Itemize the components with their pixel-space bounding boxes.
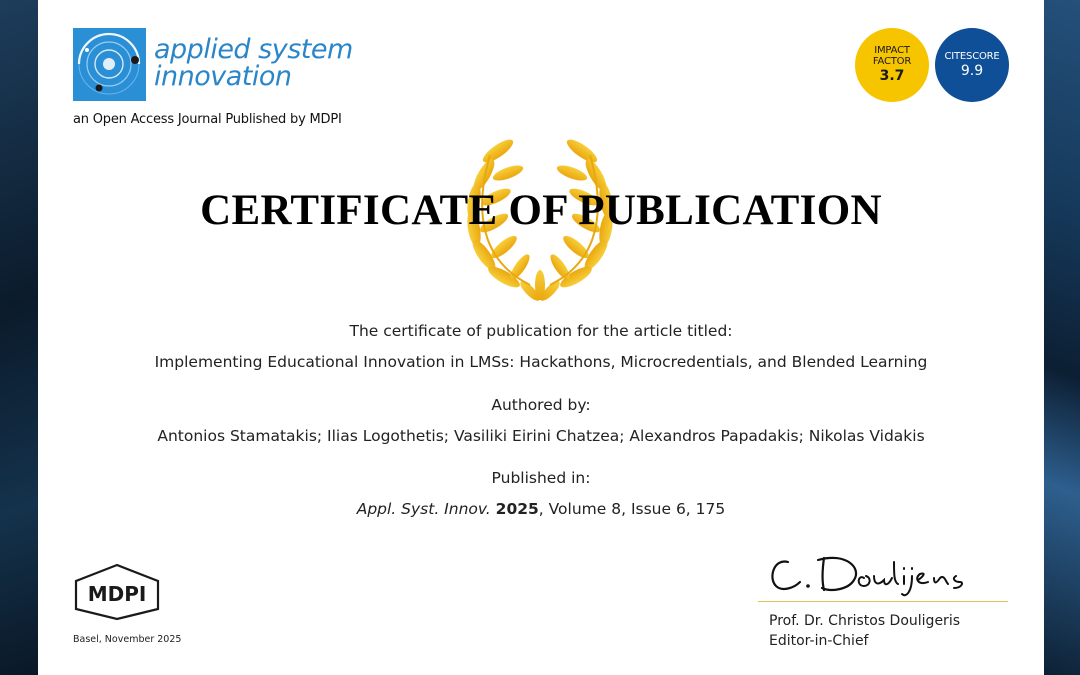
authors-list: Antonios Stamatakis; Ilias Logothetis; Vasiliki Eirini Chatzea; Alexandros Papadakis; Nikolas Vidakis [157, 427, 925, 445]
published-label: Published in: [491, 469, 591, 487]
editor-role: Editor-in-Chief [769, 633, 869, 649]
impact-factor-label-line1: IMPACT [874, 45, 910, 56]
citation-details: , Volume 8, Issue 6, 175 [538, 500, 726, 518]
certificate-intro: The certificate of publication for the article titled: [349, 322, 733, 340]
citescore-badge [935, 28, 1009, 102]
impact-factor-value: 3.7 [879, 68, 905, 84]
article-title: Implementing Educational Innovation in LMSs: Hackathons, Microcredentials, and Blended Learning [154, 353, 928, 371]
citescore-label: CITESCORE [944, 50, 1000, 62]
citation-year: 2025 [495, 500, 539, 518]
place-date: Basel, November 2025 [73, 634, 182, 645]
certificate-page [38, 0, 1044, 675]
citation [38, 500, 1044, 518]
signature-line [758, 601, 1008, 602]
journal-name-line1: applied system [154, 34, 353, 65]
certificate-title: CERTIFICATE OF PUBLICATION [200, 187, 882, 234]
journal-tagline: an Open Access Journal Published by MDPI [73, 112, 342, 127]
impact-factor-label-line2: FACTOR [872, 56, 912, 67]
orbit-icon [73, 28, 146, 101]
background-left-panel [0, 0, 38, 675]
editor-signature [766, 548, 1011, 600]
journal-name-line2: innovation [154, 61, 292, 92]
impact-factor-badge [855, 28, 929, 102]
background-right-panel [1044, 0, 1080, 675]
editor-name: Prof. Dr. Christos Douligeris [769, 613, 960, 629]
journal-name [154, 36, 353, 90]
mdpi-logo [72, 563, 162, 621]
editor-block [769, 611, 960, 651]
citation-journal: Appl. Syst. Innov. [356, 500, 491, 518]
mdpi-logo-text: MDPI [87, 582, 147, 606]
authored-label: Authored by: [491, 396, 591, 414]
citescore-value: 9.9 [960, 62, 984, 79]
